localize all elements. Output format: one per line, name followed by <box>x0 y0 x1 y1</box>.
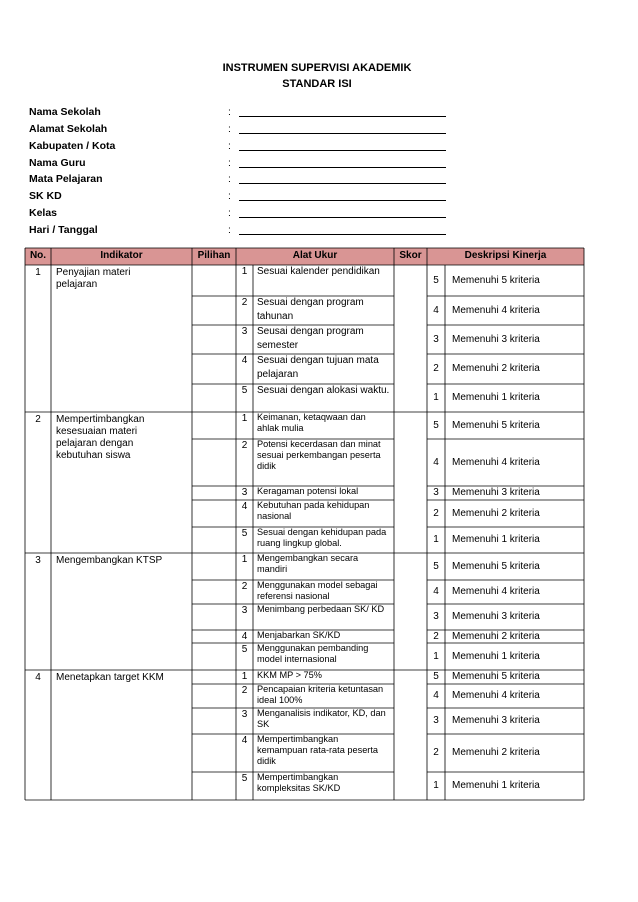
header-pilihan: Pilihan <box>197 250 231 261</box>
deskripsi-text: Memenuhi 5 kriteria <box>452 671 540 682</box>
identity-colon: : <box>228 106 231 118</box>
deskripsi-text: Memenuhi 1 kriteria <box>452 534 540 545</box>
skor-value: 5 <box>433 560 439 572</box>
alat-ukur-number: 3 <box>241 605 248 616</box>
identity-colon: : <box>228 140 231 152</box>
header-no: No. <box>29 250 47 261</box>
alat-ukur-number: 2 <box>241 440 248 451</box>
skor-value: 1 <box>433 534 439 545</box>
alat-ukur-number: 4 <box>241 735 248 746</box>
deskripsi-text: Memenuhi 5 kriteria <box>452 274 540 286</box>
alat-ukur-text: Menjabarkan SK/KD <box>257 630 341 640</box>
identity-colon: : <box>228 207 231 219</box>
skor-value: 5 <box>433 671 439 682</box>
alat-ukur-text: Sesuai kalender pendidikan <box>257 266 380 277</box>
skor-value: 2 <box>433 630 439 642</box>
identity-label: Nama Sekolah <box>29 106 101 118</box>
skor-value: 4 <box>433 690 439 701</box>
identity-label: Hari / Tanggal <box>29 224 98 236</box>
header-alat-ukur: Alat Ukur <box>292 250 338 261</box>
identity-label: Mata Pelajaran <box>29 173 103 185</box>
skor-value: 4 <box>433 456 439 468</box>
alat-ukur-text: Mempertimbangkan kompleksitas SK/KD <box>257 772 341 793</box>
skor-value: 3 <box>433 715 439 726</box>
alat-ukur-text: Sesuai dengan alokasi waktu. <box>257 385 390 396</box>
alat-ukur-text: Menimbang perbedaan SK/ KD <box>257 604 385 614</box>
skor-value: 3 <box>433 611 439 622</box>
alat-ukur-text: Menggunakan pembanding model internasional <box>257 643 369 664</box>
identity-colon: : <box>228 190 231 202</box>
alat-ukur-number: 3 <box>241 487 248 498</box>
row-number: 4 <box>35 672 41 683</box>
deskripsi-text: Memenuhi 5 kriteria <box>452 419 540 431</box>
deskripsi-text: Memenuhi 2 kriteria <box>452 630 540 642</box>
deskripsi-text: Memenuhi 2 kriteria <box>452 363 540 374</box>
alat-ukur-text: Sesuai dengan program tahunan <box>257 297 364 322</box>
alat-ukur-text: Mempertimbangkan kemampuan rata-rata peserta didik <box>257 734 379 766</box>
deskripsi-text: Memenuhi 3 kriteria <box>452 333 540 345</box>
alat-ukur-text: Sesuai dengan tujuan mata pelajaran <box>257 355 379 380</box>
header-indikator: Indikator <box>100 250 143 261</box>
alat-ukur-text: Mengembangkan secara mandiri <box>257 553 359 574</box>
alat-ukur-number: 2 <box>241 685 248 696</box>
skor-value: 2 <box>433 747 439 758</box>
header-deskripsi: Deskripsi Kinerja <box>464 250 547 261</box>
identity-colon: : <box>228 157 231 169</box>
alat-ukur-text: Sesuai dengan kehidupan pada ruang lingkup global. <box>257 527 387 548</box>
identity-colon: : <box>228 123 231 135</box>
identity-colon: : <box>228 224 231 236</box>
alat-ukur-number: 1 <box>241 266 248 277</box>
indikator-text: Penyajian materi pelajaran <box>56 267 131 290</box>
deskripsi-text: Memenuhi 1 kriteria <box>452 650 540 662</box>
skor-value: 4 <box>433 304 439 316</box>
identity-label: Alamat Sekolah <box>29 123 108 135</box>
alat-ukur-text: Potensi kecerdasan dan minat sesuai perkembangan peserta didik <box>257 439 381 471</box>
alat-ukur-number: 5 <box>241 528 248 539</box>
alat-ukur-number: 3 <box>241 326 248 337</box>
skor-value: 5 <box>433 274 439 286</box>
document-subtitle: STANDAR ISI <box>282 78 352 90</box>
alat-ukur-text: Seusai dengan program semester <box>257 326 364 351</box>
alat-ukur-number: 4 <box>241 501 248 512</box>
header-skor: Skor <box>399 250 422 261</box>
row-number: 2 <box>35 414 41 425</box>
indikator-text: Mengembangkan KTSP <box>56 555 163 566</box>
alat-ukur-text: Menggunakan model sebagai referensi nasional <box>257 580 378 601</box>
deskripsi-text: Memenuhi 2 kriteria <box>452 507 540 519</box>
deskripsi-text: Memenuhi 3 kriteria <box>452 487 540 498</box>
alat-ukur-number: 4 <box>241 631 248 642</box>
alat-ukur-number: 5 <box>241 644 248 655</box>
alat-ukur-number: 5 <box>241 385 248 396</box>
skor-value: 4 <box>433 586 439 597</box>
identity-label: Kabupaten / Kota <box>29 140 116 152</box>
alat-ukur-text: KKM MP > 75% <box>257 670 322 680</box>
row-number: 3 <box>35 555 41 566</box>
deskripsi-text: Memenuhi 3 kriteria <box>452 611 540 622</box>
deskripsi-text: Memenuhi 1 kriteria <box>452 392 540 403</box>
alat-ukur-number: 1 <box>241 413 248 424</box>
deskripsi-text: Memenuhi 1 kriteria <box>452 780 540 791</box>
identity-label: Nama Guru <box>29 157 86 169</box>
skor-value: 3 <box>433 333 439 345</box>
document-title: INSTRUMEN SUPERVISI AKADEMIK <box>222 62 412 74</box>
skor-value: 3 <box>433 487 439 498</box>
deskripsi-text: Memenuhi 4 kriteria <box>452 304 540 316</box>
identity-label: SK KD <box>29 190 62 202</box>
alat-ukur-number: 2 <box>241 297 248 308</box>
deskripsi-text: Memenuhi 4 kriteria <box>452 456 540 468</box>
alat-ukur-number: 1 <box>241 554 248 565</box>
alat-ukur-text: Kebutuhan pada kehidupan nasional <box>257 500 370 521</box>
skor-value: 5 <box>433 419 439 431</box>
skor-value: 2 <box>433 507 439 519</box>
alat-ukur-text: Keimanan, ketaqwaan dan ahlak mulia <box>257 412 366 433</box>
deskripsi-text: Memenuhi 4 kriteria <box>452 586 540 597</box>
skor-value: 1 <box>433 650 439 662</box>
row-number: 1 <box>35 267 41 278</box>
deskripsi-text: Memenuhi 4 kriteria <box>452 690 540 701</box>
identity-label: Kelas <box>29 207 58 219</box>
alat-ukur-text: Keragaman potensi lokal <box>257 486 359 496</box>
deskripsi-text: Memenuhi 5 kriteria <box>452 560 540 572</box>
alat-ukur-text: Pencapaian kriteria ketuntasan ideal 100% <box>257 684 384 705</box>
deskripsi-text: Memenuhi 2 kriteria <box>452 747 540 758</box>
alat-ukur-number: 4 <box>241 355 248 366</box>
alat-ukur-number: 3 <box>241 709 248 720</box>
alat-ukur-number: 2 <box>241 581 248 592</box>
deskripsi-text: Memenuhi 3 kriteria <box>452 715 540 726</box>
indikator-text: Menetapkan target KKM <box>56 672 164 683</box>
alat-ukur-text: Menganalisis indikator, KD, dan SK <box>257 708 386 729</box>
identity-colon: : <box>228 173 231 185</box>
alat-ukur-number: 1 <box>241 671 248 682</box>
skor-value: 1 <box>433 780 439 791</box>
alat-ukur-number: 5 <box>241 773 248 784</box>
skor-value: 1 <box>433 392 439 403</box>
indikator-text: Mempertimbangkan kesesuaian materi pelajaran dengan kebutuhan siswa <box>56 414 145 461</box>
skor-value: 2 <box>433 363 439 374</box>
